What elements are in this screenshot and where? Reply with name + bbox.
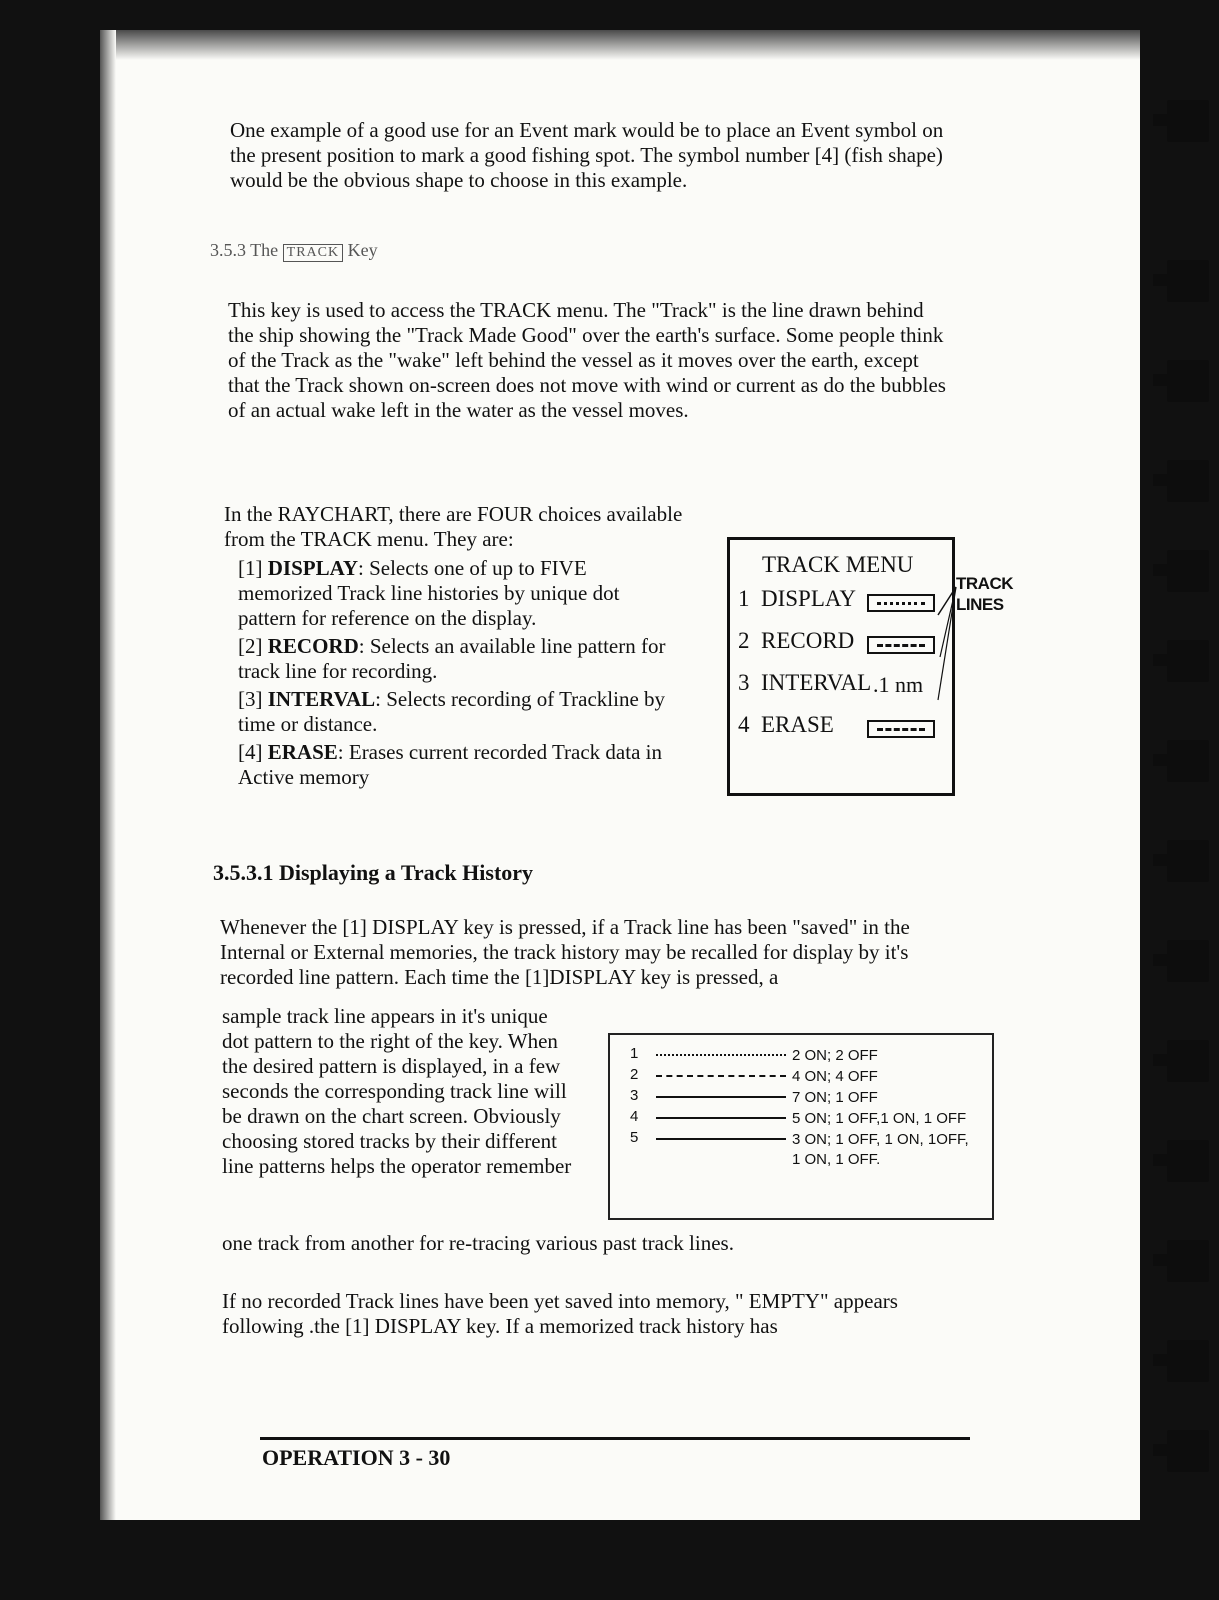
paragraph-track-description <box>228 298 948 423</box>
menu-item-number: 3 <box>738 670 750 695</box>
legend-desc: 4 ON; 4 OFF <box>792 1068 878 1085</box>
menu-item-label: RECORD <box>761 628 855 653</box>
legend-desc: 3 ON; 1 OFF, 1 ON, 1OFF, <box>792 1131 969 1148</box>
menu-item-number: 4 <box>738 712 750 737</box>
paragraph-text: Whenever the [1] DISPLAY key is pressed, if a Track line has been "saved" in the Internal or External memories, the track history may be recalled for display by it's recorded line pattern. Each time the [1]DISPLAY key is pressed, a <box>220 915 910 989</box>
item-text: : Selects recording of Trackline by time or distance. <box>238 687 666 736</box>
paragraph-display-body <box>222 1004 572 1179</box>
legend-number: 4 <box>630 1108 639 1125</box>
legend-number: 2 <box>630 1066 639 1083</box>
item-text: : Selects one of up to FIVE memorized Track line histories by unique dot pattern for reference on the display. <box>238 556 620 630</box>
annotation-line: TRACK <box>956 574 1013 593</box>
track-key-label: TRACK <box>283 244 343 262</box>
paragraph-text: sample track line appears in it's unique dot pattern to the right of the key. When the desired pattern is displayed, in a few seconds the corresponding track line will be drawn on the chart screen. Obviously choosing stored tracks by their different line patterns helps the operator remember <box>222 1004 572 1178</box>
pattern-line <box>656 1075 786 1077</box>
item-number: [3] <box>238 687 263 711</box>
legend-number: 5 <box>630 1129 639 1146</box>
item-key: RECORD <box>267 634 359 658</box>
section-suffix: Key <box>347 240 378 260</box>
paragraph-empty <box>222 1289 962 1339</box>
menu-row-display <box>738 586 856 612</box>
paragraph-text: one track from another for re-tracing various past track lines. <box>222 1231 734 1255</box>
paragraph-event-mark <box>230 118 950 193</box>
interval-value: .1 nm <box>873 672 924 697</box>
item-text: : Erases current recorded Track data in Active memory <box>238 740 662 789</box>
page-left-shadow <box>100 30 116 1520</box>
page-top-shadow <box>100 30 1140 60</box>
track-menu-diagram <box>727 537 955 796</box>
spiral-binding <box>1149 60 1219 1480</box>
paragraph-text: If no recorded Track lines have been yet saved into memory, " EMPTY" appears following .the [1] DISPLAY key. If a memorized track history has <box>222 1289 898 1338</box>
menu-row-erase <box>738 712 834 738</box>
item-number: [1] <box>238 556 263 580</box>
legend-desc: 1 ON, 1 OFF. <box>792 1151 881 1168</box>
list-item <box>238 687 678 737</box>
legend-number: 3 <box>630 1087 639 1104</box>
paragraph-text: In the RAYCHART, there are FOUR choices available from the TRACK menu. They are: <box>224 502 683 551</box>
legend-desc: 7 ON; 1 OFF <box>792 1089 878 1106</box>
legend-number: 1 <box>630 1045 639 1062</box>
list-item <box>238 740 678 790</box>
item-key: ERASE <box>267 740 338 764</box>
menu-item-label: ERASE <box>761 712 834 737</box>
pattern-line <box>656 1054 786 1056</box>
menu-item-label: DISPLAY <box>761 586 857 611</box>
page-footer: OPERATION 3 - 30 <box>262 1445 451 1470</box>
paragraph-text: This key is used to access the TRACK menu. The "Track" is the line drawn behind the ship showing the "Track Made Good" over the earth's surface. Some people think of the Track as the "wake" left behind the vessel as it moves over the earth, except that the Track shown on-screen does not move with wind or current as do the bubbles of an actual wake left in the water as the vessel moves. <box>228 298 946 422</box>
menu-item-number: 2 <box>738 628 750 653</box>
dot-pattern-icon <box>867 594 935 612</box>
paragraph-display-end <box>222 1231 962 1256</box>
pattern-line <box>656 1138 786 1140</box>
menu-row-interval <box>738 670 871 696</box>
list-item <box>238 634 678 684</box>
pattern-line <box>656 1117 786 1119</box>
annotation-line: LINES <box>956 595 1004 614</box>
menu-title: TRACK MENU <box>762 552 914 577</box>
item-number: [4] <box>238 740 263 764</box>
paragraph-four-choices <box>224 502 684 552</box>
track-lines-annotation <box>956 573 1013 615</box>
section-heading-track-key <box>210 240 378 262</box>
dash-pattern-icon <box>867 720 935 738</box>
list-item <box>238 556 678 631</box>
dash-pattern-icon <box>867 636 935 654</box>
legend-desc: 5 ON; 1 OFF,1 ON, 1 OFF <box>792 1110 967 1127</box>
legend-desc: 2 ON; 2 OFF <box>792 1047 878 1064</box>
item-text: : Selects an available line pattern for track line for recording. <box>238 634 666 683</box>
section-prefix: 3.5.3 The <box>210 240 279 260</box>
subsection-heading: 3.5.3.1 Displaying a Track History <box>213 860 534 885</box>
menu-row-record <box>738 628 854 654</box>
footer-rule <box>260 1437 970 1440</box>
item-key: INTERVAL <box>267 687 376 711</box>
menu-item-label: INTERVAL <box>761 670 872 695</box>
menu-item-number: 1 <box>738 586 750 611</box>
item-number: [2] <box>238 634 263 658</box>
item-key: DISPLAY <box>267 556 359 580</box>
pattern-line <box>656 1096 786 1098</box>
line-pattern-legend <box>608 1033 994 1220</box>
paragraph-text: One example of a good use for an Event mark would be to place an Event symbol on the present position to mark a good fishing spot. The symbol number [4] (fish shape) would be the obvious shape to choose in this example. <box>230 118 944 192</box>
paragraph-display-intro <box>220 915 960 990</box>
track-menu-choices-list <box>238 556 678 793</box>
